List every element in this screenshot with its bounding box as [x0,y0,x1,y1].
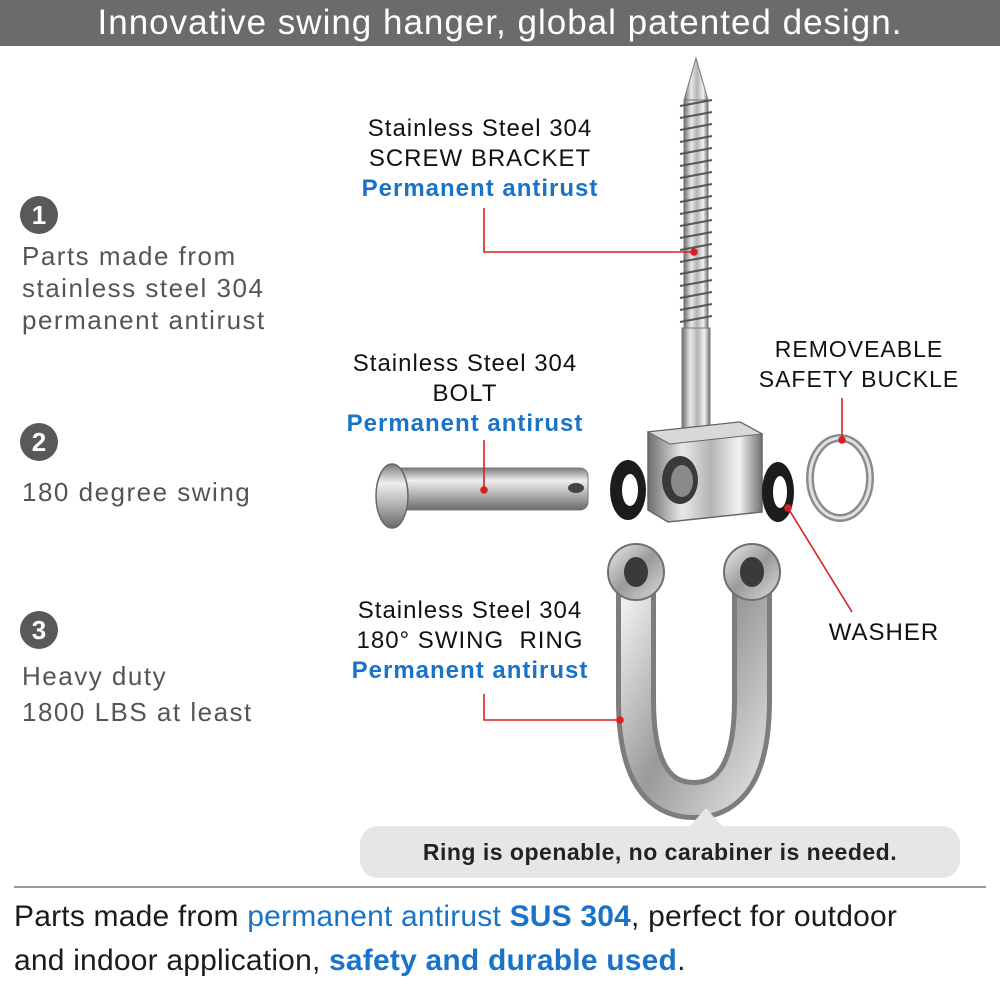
callout-pointer [690,808,722,826]
bottom-text-2: , perfect for outdoor [631,900,898,933]
bottom-highlight-sus304: SUS 304 [501,900,632,933]
label-bolt-line3: Permanent antirust [346,410,584,437]
label-washer [806,618,962,648]
label-bolt-line1: Stainless Steel 304 [352,350,578,377]
header-title: Innovative swing hanger, global patented design. [97,3,903,42]
feature-number-1: 1 [20,196,58,234]
label-ring-line1: Stainless Steel 304 [357,597,583,624]
leader-bolt-dot [481,487,487,493]
callout-text: Ring is openable, no carabiner is needed. [422,838,898,865]
bolt [376,464,588,528]
label-bolt-line2: BOLT [432,380,498,407]
bottom-text-4: . [677,944,686,977]
feature-number-2: 2 [20,423,58,461]
bottom-text-3: and indoor application, [14,944,330,977]
label-screw-line1: Stainless Steel 304 [367,115,593,142]
callout-box [360,826,960,878]
label-screw-bracket [330,114,630,204]
leader-washer [788,508,852,612]
label-ring-line2: 180° SWING RING [356,627,584,654]
feature-1-line: Parts made from [22,241,237,271]
washer-left [610,460,646,520]
bottom-line-2 [14,944,994,978]
label-buckle-line1: REMOVEABLE [774,336,944,362]
label-screw-line3: Permanent antirust [361,175,599,202]
label-buckle-line2: SAFETY BUCKLE [758,366,960,392]
bottom-text-1: Parts made from [14,900,248,933]
feature-3-line: Heavy duty [22,661,168,691]
feature-1-line: permanent antirust [22,305,266,335]
feature-number-3: 3 [20,611,58,649]
label-washer-line1: WASHER [828,619,940,646]
label-bolt [320,349,610,439]
label-ring-line3: Permanent antirust [351,657,589,684]
feature-2-line: 180 degree swing [22,477,252,507]
label-screw-line2: SCREW BRACKET [368,145,592,172]
label-safety-buckle [754,334,964,394]
label-swing-ring [330,596,610,686]
bottom-line-1 [14,900,994,934]
safety-buckle [810,438,870,518]
bottom-highlight-safety: safety and durable used [329,944,678,977]
swing-ring [608,544,780,800]
leader-ring [484,694,620,720]
feature-1-line: stainless steel 304 [22,273,265,303]
feature-3-line: 1800 LBS at least [22,697,253,727]
leader-buckle-dot [839,437,845,443]
washer-right [762,462,794,522]
leader-washer-dot [785,505,791,511]
bottom-highlight-antirust: permanent antirust [247,900,502,933]
leader-screw-dot [691,249,697,255]
leader-screw [484,208,694,252]
leader-ring-dot [617,717,623,723]
screw-bracket [648,58,762,522]
divider [14,886,986,888]
